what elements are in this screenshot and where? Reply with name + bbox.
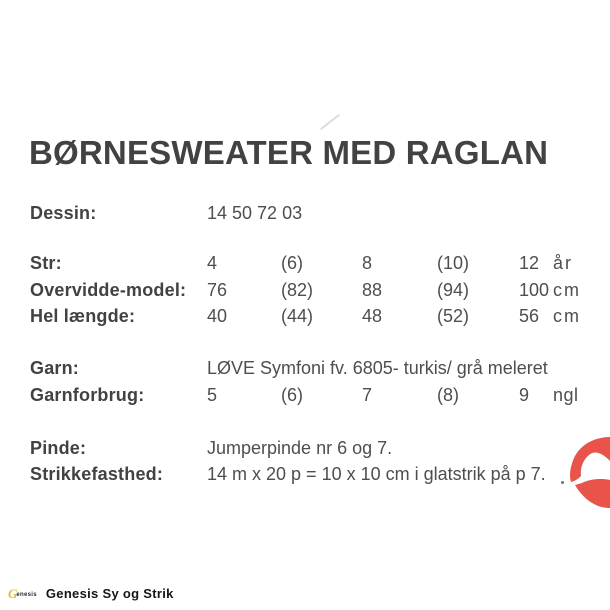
dessin-row	[0, 203, 610, 225]
gauge-label: Strikkefasthed:	[30, 464, 164, 484]
length-value: (44)	[281, 306, 314, 326]
chest-value: 76	[207, 280, 228, 300]
page-title: BØRNESWEATER MED RAGLAN	[29, 134, 549, 171]
yarn-row	[0, 358, 610, 380]
length-value: 56	[519, 306, 540, 326]
genesis-logo-icon	[8, 587, 37, 600]
needles-row	[0, 438, 610, 460]
size-value: 4	[207, 253, 218, 273]
chest-value: (94)	[437, 280, 470, 300]
swirl-upper-band	[570, 437, 610, 482]
chest-value: 88	[362, 280, 383, 300]
yarn-usage-row	[0, 385, 610, 407]
gauge-value: 14 m x 20 p = 10 x 10 cm i glatstrik på p 7.	[207, 464, 546, 484]
yarn-usage-value: 9	[519, 385, 530, 405]
scan-speck	[561, 481, 564, 484]
size-value: (6)	[281, 253, 303, 273]
length-value: 40	[207, 306, 228, 326]
chest-value: (82)	[281, 280, 314, 300]
size-unit: år	[553, 253, 574, 273]
footer-brand-bar	[8, 584, 174, 602]
table-row-chest	[0, 280, 610, 302]
yarn-usage-value: (8)	[437, 385, 459, 405]
logo-wordmark: enesis	[16, 591, 37, 598]
yarn-usage-value: 5	[207, 385, 218, 405]
size-value: 8	[362, 253, 373, 273]
length-unit: cm	[553, 306, 581, 326]
table-row-size	[0, 253, 610, 275]
yarn-label: Garn:	[30, 358, 80, 378]
red-swirl-graphic	[566, 434, 610, 510]
size-row-label: Str:	[30, 253, 62, 273]
chest-value: 100	[519, 280, 550, 300]
chest-unit: cm	[553, 280, 581, 300]
length-row-label: Hel længde:	[30, 306, 136, 326]
yarn-usage-value: (6)	[281, 385, 303, 405]
yarn-usage-label: Garnforbrug:	[30, 385, 145, 405]
length-value: 48	[362, 306, 383, 326]
needles-label: Pinde:	[30, 438, 87, 458]
yarn-usage-value: 7	[362, 385, 373, 405]
gauge-row	[0, 464, 610, 486]
needles-value: Jumperpinde nr 6 og 7.	[207, 438, 393, 458]
length-value: (52)	[437, 306, 470, 326]
dessin-label: Dessin:	[30, 203, 97, 223]
swirl-lower-lobe	[575, 479, 610, 508]
brand-name: Genesis Sy og Strik	[45, 585, 174, 601]
scan-smudge	[320, 114, 340, 130]
dessin-value: 14 50 72 03	[207, 203, 303, 223]
size-value: (10)	[437, 253, 470, 273]
yarn-usage-unit: ngl	[553, 385, 579, 405]
yarn-value: LØVE Symfoni fv. 6805- turkis/ grå meleret	[207, 358, 548, 378]
size-value: 12	[519, 253, 540, 273]
chest-row-label: Overvidde-model:	[30, 280, 187, 300]
logo-g-glyph: G	[8, 585, 18, 601]
table-row-length	[0, 306, 610, 328]
